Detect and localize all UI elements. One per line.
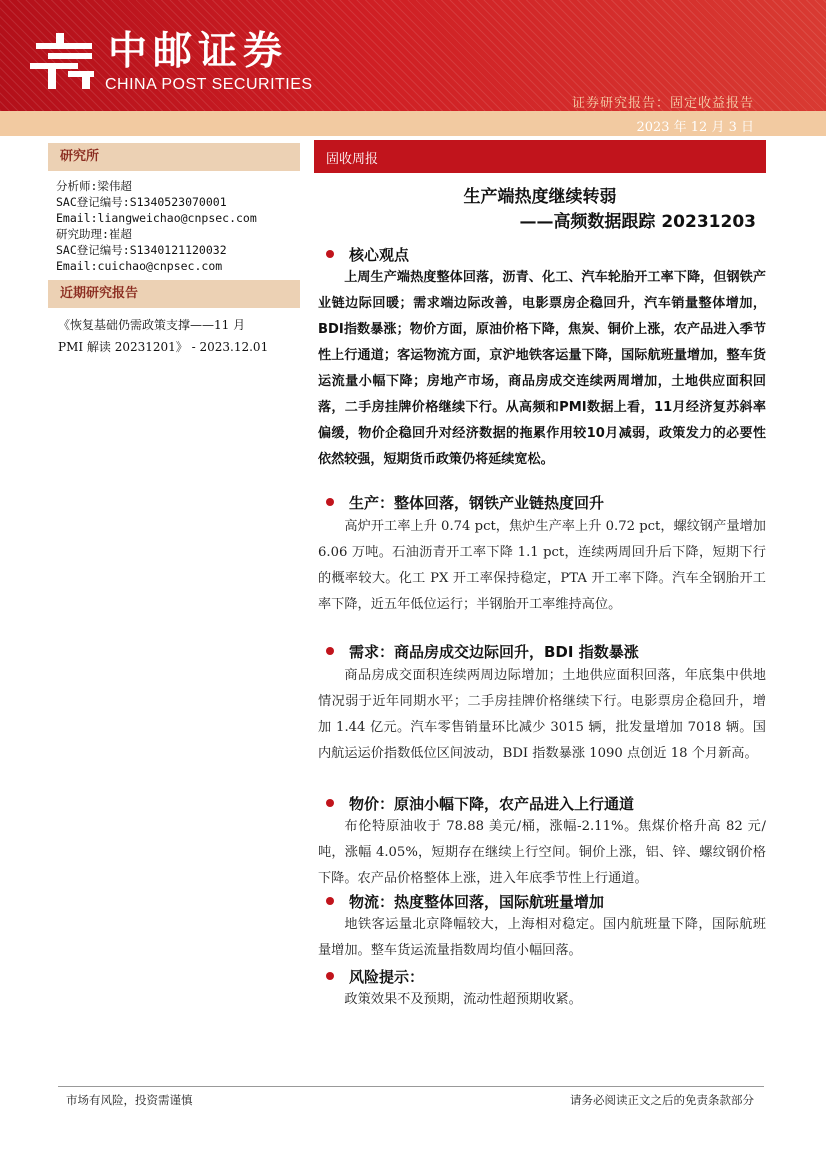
recent-reports-heading [48, 280, 300, 308]
section-heading [326, 244, 409, 265]
recent-report-link[interactable]: 《恢复基础仍需政策支撑——11 月 [58, 318, 246, 332]
section-heading [326, 891, 604, 912]
bullet-icon [326, 897, 334, 905]
section-heading [326, 492, 604, 513]
brand-name-en: CHINA POST SECURITIES [105, 76, 313, 93]
bullet-icon [326, 972, 334, 980]
category-bar [314, 140, 766, 173]
section-heading-label: 物流：热度整体回落，国际航班量增加 [349, 893, 605, 911]
section-text: 政策效果不及预期，流动性超预期收紧。 [344, 992, 582, 1007]
footer-disclaimer: 请务必阅读正文之后的免责条款部分 [570, 1093, 754, 1107]
institute-heading-label: 研究所 [60, 149, 100, 164]
section-heading-label: 核心观点 [349, 246, 410, 264]
footer-divider [58, 1086, 764, 1087]
report-title: 生产端热度继续转弱 [463, 187, 617, 207]
report-subtitle: ——高频数据跟踪 20231203 [519, 212, 756, 232]
china-post-logo-icon [30, 33, 98, 89]
analyst-email: Email:cuichao@cnpsec.com [56, 259, 223, 273]
section-heading-label: 物价：原油小幅下降，农产品进入上行通道 [349, 795, 635, 813]
analyst-line: SAC登记编号:S1340121120032 [56, 243, 227, 257]
section-heading-label: 生产：整体回落，钢铁产业链热度回升 [349, 494, 605, 512]
footer-risk-note: 市场有风险，投资需谨慎 [66, 1093, 193, 1107]
section-text: 高炉开工率上升 0.74 pct，焦炉生产率上升 0.72 pct，螺纹钢产量增加 6.06 万吨。石油沥青开工率下降 1.1 pct，连续两周回升后下降，短期下行的概率较大。化工 PX 开工率保持稳定，PTA 开工率下降。汽车全钢胎开工率下降，近五年低位运行；半钢胎开工率维持高位。 [318, 519, 766, 612]
brand-name-cn: 中邮证券 [108, 29, 289, 74]
section-text: 布伦特原油收于 78.88 美元/桶，涨幅-2.11%。焦煤价格升高 82 元/吨，涨幅 4.05%，短期存在继续上行空间。铜价上涨，铝、锌、螺纹钢价格下降。农产品价格整体上涨，进入年底季节性上行通道。 [318, 819, 766, 886]
section-heading [326, 793, 634, 814]
institute-heading [48, 143, 300, 171]
analyst-line: 研究助理:崔超 [56, 227, 132, 241]
section-heading-label: 风险提示： [349, 968, 425, 986]
section-text: 地铁客运量北京降幅较大，上海相对稳定。国内航班量下降，国际航班量增加。整车货运流量指数周均值小幅回落。 [318, 917, 766, 958]
core-viewpoint-text: 上周生产端热度整体回落，沥青、化工、汽车轮胎开工率下降，但钢铁产业链边际回暖；需求端边际改善，电影票房企稳回升，汽车销量整体增加，BDI指数暴涨；物价方面，原油价格下降，焦炭、铜价上涨，农产品进入季节性上行通道；客运物流方面，京沪地铁客运量下降，国际航班量增加，整车货运流量小幅下降；房地产市场，商品房成交连续两周增加，土地供应面积回落，二手房挂牌价格继续下行。从高频和PMI数据上看，11月经济复苏斜率偏缓，物价企稳回升对经济数据的拖累作用较10月减弱，政策发力的必要性依然较强，短期货币政策仍将延续宽松。 [318, 270, 766, 467]
section-text: 商品房成交面积连续两周边际增加；土地供应面积回落，年底集中供地情况弱于近年同期水平；二手房挂牌价格继续下行。电影票房企稳回升，增加 1.44 亿元。汽车零售销量环比减少 3015 辆，批发量增加 7018 辆。国内航运运价指数低位区间波动，BDI 指数暴涨 1090 点创近 18 个月新高。 [318, 668, 766, 761]
analyst-line: 分析师:梁伟超 [56, 179, 132, 193]
report-date: 2023 年 12 月 3 日 [636, 120, 754, 135]
recent-report-link[interactable]: PMI 解读 20231201》 - 2023.12.01 [58, 340, 269, 354]
category-tag: 固收周报 [326, 152, 379, 167]
bullet-icon [326, 498, 334, 506]
analyst-email: Email:liangweichao@cnpsec.com [56, 211, 257, 225]
recent-reports-heading-label: 近期研究报告 [60, 286, 139, 301]
section-heading [326, 966, 424, 987]
report-type: 证券研究报告：固定收益报告 [571, 96, 754, 111]
section-heading-label: 需求：商品房成交边际回升，BDI 指数暴涨 [349, 643, 639, 661]
section-heading [326, 641, 639, 662]
analyst-line: SAC登记编号:S1340523070001 [56, 195, 227, 209]
bullet-icon [326, 647, 334, 655]
bullet-icon [326, 799, 334, 807]
bullet-icon [326, 250, 334, 258]
